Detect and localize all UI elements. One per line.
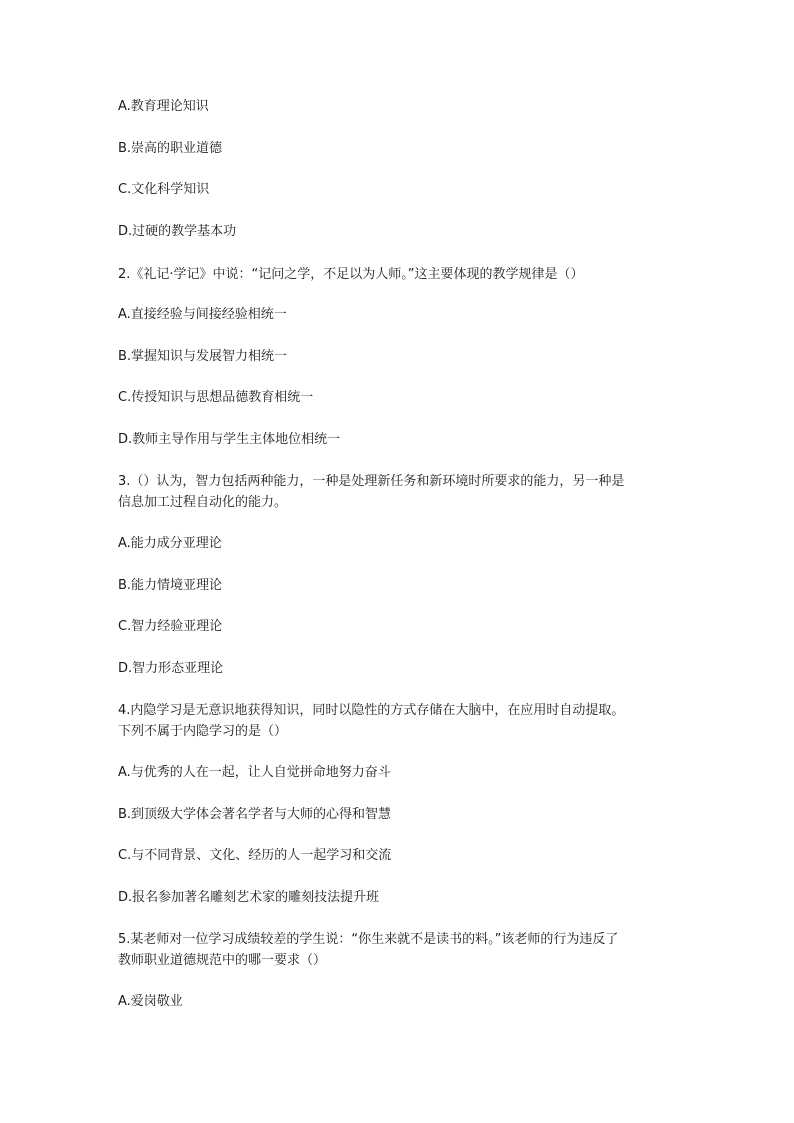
question-4-line-2: 下列不属于内隐学习的是（） xyxy=(118,724,288,739)
question-5-line-1: 5.某老师对一位学习成绩较差的学生说：“你生来就不是读书的料。”该老师的行为违反了 xyxy=(118,932,619,947)
option-q2-a: A.直接经验与间接经验相统一 xyxy=(118,307,287,322)
option-q1-d: D.过硬的教学基本功 xyxy=(118,224,237,239)
option-q2-c: C.传授知识与思想品德教育相统一 xyxy=(118,390,314,405)
question-4-line-1: 4.内隐学习是无意识地获得知识，同时以隐性的方式存储在大脑中，在应用时自动提取。 xyxy=(118,703,625,718)
option-q3-a: A.能力成分亚理论 xyxy=(118,536,222,551)
option-q1-c: C.文化科学知识 xyxy=(118,182,210,197)
question-5-line-2: 教师职业道德规范中的哪一要求（） xyxy=(118,953,327,968)
question-3-line-1: 3.（）认为，智力包括两种能力，一种是处理新任务和新环境时所要求的能力，另一种是 xyxy=(118,474,625,489)
option-q4-a: A.与优秀的人在一起，让人自觉拼命地努力奋斗 xyxy=(118,765,391,780)
option-q4-d: D.报名参加著名雕刻艺术家的雕刻技法提升班 xyxy=(118,890,380,905)
option-q4-c: C.与不同背景、文化、经历的人一起学习和交流 xyxy=(118,848,392,863)
question-3-line-2: 信息加工过程自动化的能力。 xyxy=(118,495,288,510)
option-q5-a: A.爱岗敬业 xyxy=(118,994,183,1009)
option-q1-b: B.崇高的职业道德 xyxy=(118,141,223,156)
option-q3-d: D.智力形态亚理论 xyxy=(118,661,224,676)
option-q2-d: D.教师主导作用与学生主体地位相统一 xyxy=(118,432,341,447)
option-q3-b: B.能力情境亚理论 xyxy=(118,578,223,593)
option-q1-a: A.教育理论知识 xyxy=(118,99,209,114)
option-q2-b: B.掌握知识与发展智力相统一 xyxy=(118,349,288,364)
option-q4-b: B.到顶级大学体会著名学者与大师的心得和智慧 xyxy=(118,807,392,822)
question-2: 2.《礼记·学记》中说：“记问之学，不足以为人师。”这主要体现的教学规律是（） xyxy=(118,267,584,282)
option-q3-c: C.智力经验亚理论 xyxy=(118,619,223,634)
